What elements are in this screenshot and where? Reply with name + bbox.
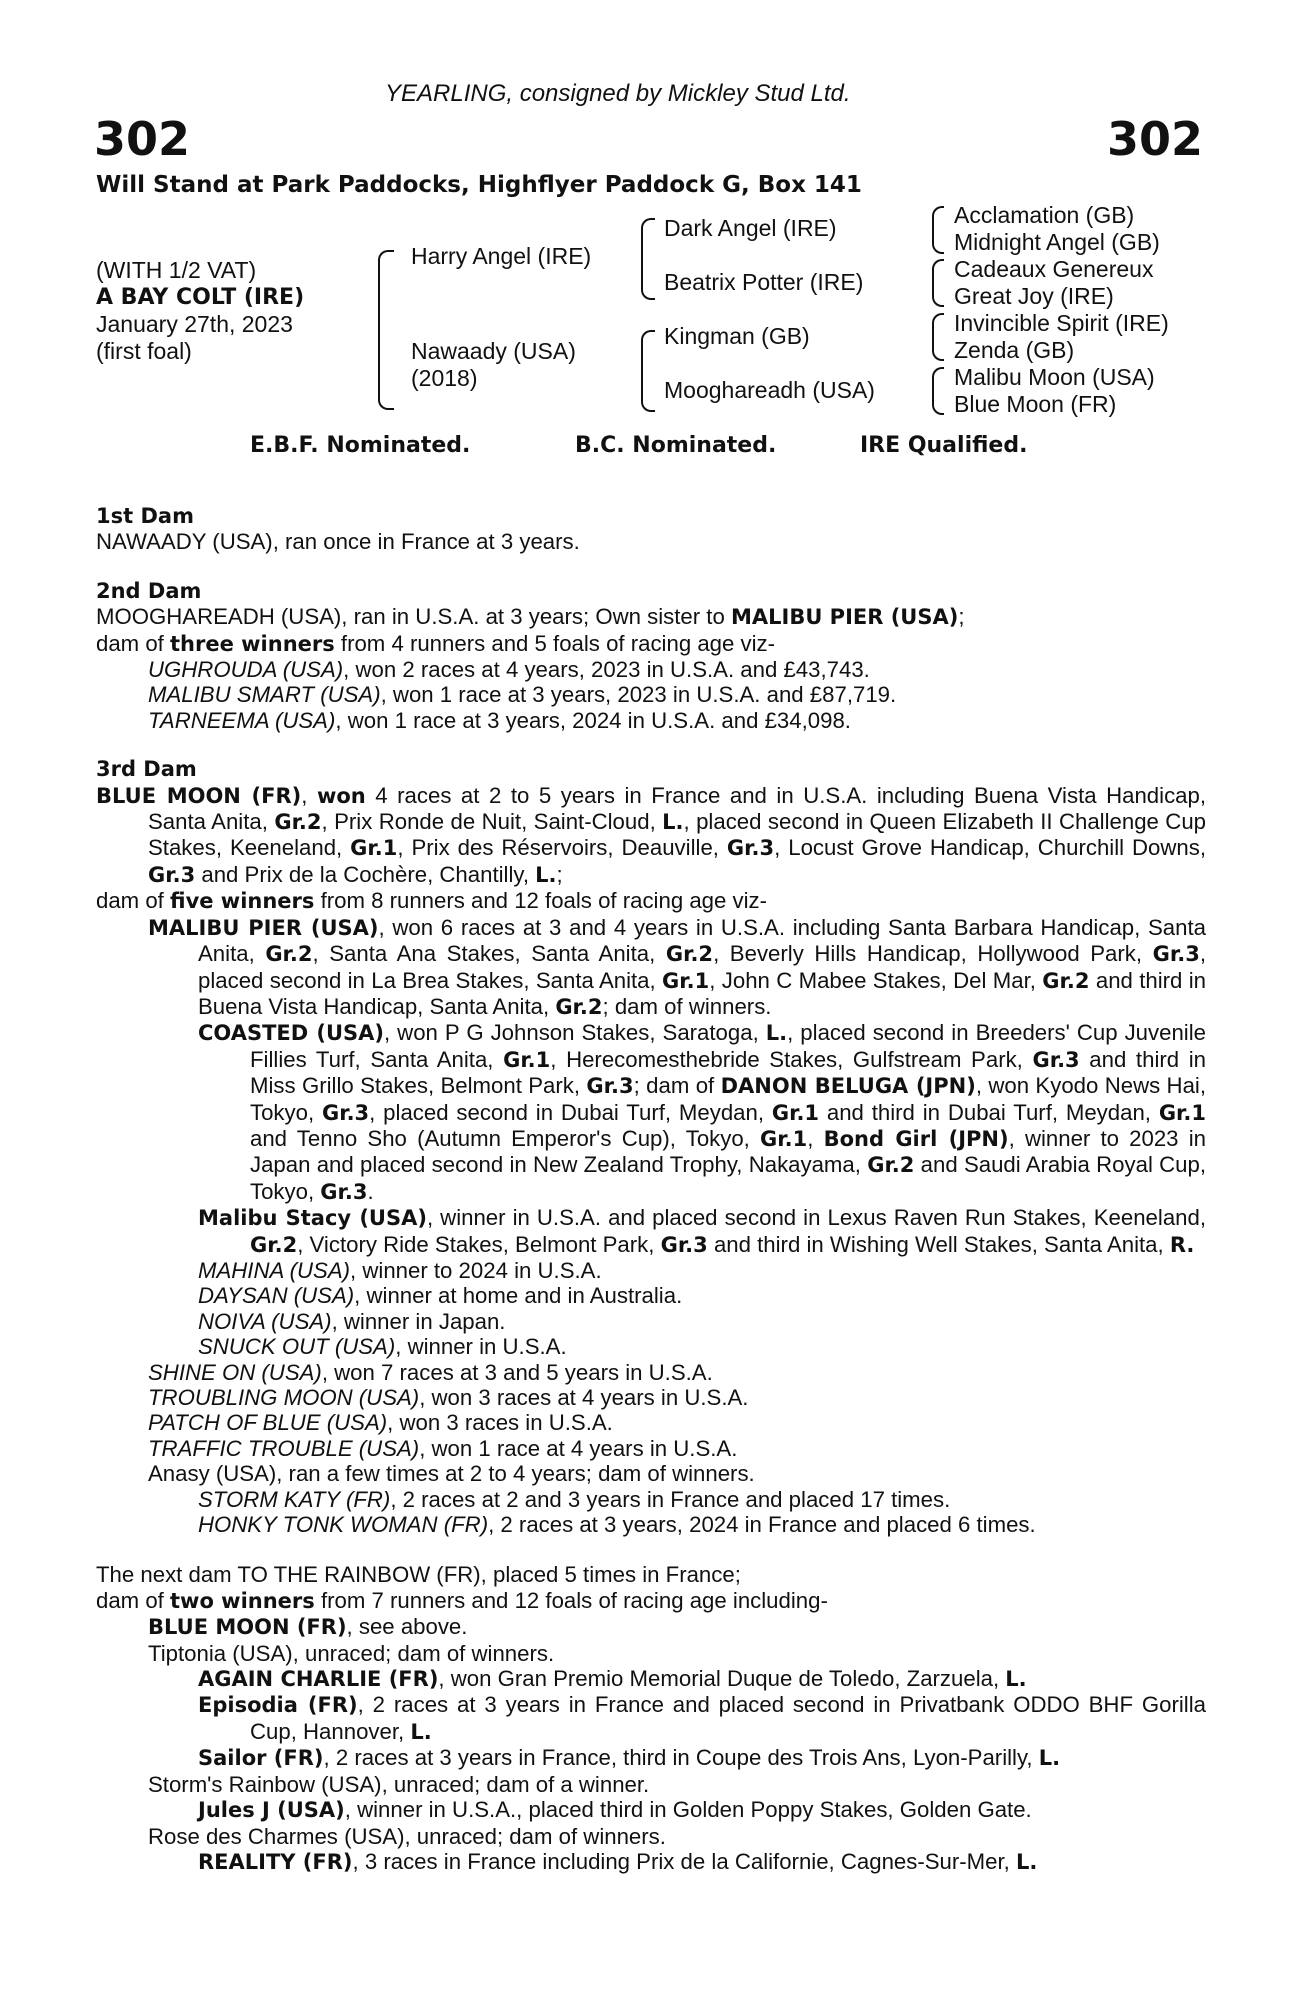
family-entry: Storm's Rainbow (USA), unraced; dam of a winner. [148,1771,650,1797]
family-entry: dam of five winners from 8 runners and 12 foals of racing age viz- [96,888,768,914]
pedigree-g3-1: Acclamation (GB) [954,202,1135,228]
bc-nomination: B.C. Nominated. [575,433,777,458]
family-entry: TROUBLING MOON (USA), won 3 races at 4 years in U.S.A. [148,1385,749,1410]
family-entry: BLUE MOON (FR), won 4 races at 2 to 5 years in France and in U.S.A. including Buena Vista Handicap, Santa Anita, Gr.2, Prix Ronde de Nuit, Saint-Cloud, L., placed second in Queen Elizabeth II Challenge Cup Stakes, Keeneland, Gr.1, Prix des Réservoirs, Deauville, Gr.3, Locust Grove Handicap, Churchill Downs, Gr.3 and Prix de la Cochère, Chantilly, L.; [96,782,1207,887]
family-entry: NAWAADY (USA), ran once in France at 3 years. [96,529,580,555]
family-entry: Jules J (USA), winner in U.S.A., placed third in Golden Poppy Stakes, Golden Gate. [198,1797,1032,1823]
family-entry: NOIVA (USA), winner in Japan. [198,1308,506,1334]
pedigree-brace-dam [641,330,655,412]
pedigree-g3-7: Malibu Moon (USA) [954,364,1155,390]
pedigree-brace-g4 [932,367,944,415]
pedigree-dam-year: (2018) [411,365,478,391]
ebf-nomination: E.B.F. Nominated. [250,433,471,458]
pedigree-brace-sire [641,218,655,300]
family-entry: STORM KATY (FR), 2 races at 2 and 3 years in France and placed 17 times. [198,1486,951,1512]
lot-number-left: 302 [94,112,191,166]
vat-note: (WITH 1/2 VAT) [96,257,257,283]
family-entry: DAYSAN (USA), winner at home and in Australia. [198,1283,683,1309]
family-entry: COASTED (USA), won P G Johnson Stakes, Saratoga, L., placed second in Breeders' Cup Juvenile Fillies Turf, Santa Anita, Gr.1, Herecomesthebride Stakes, Gulfstream Park, Gr.3 and third in Miss Grillo Stakes, Belmont Park, Gr.3; dam of DANON BELUGA (JPN), won Kyodo News Hai, Tokyo, Gr.3, placed second in Dubai Turf, Meydan, Gr.1 and third in Dubai Turf, Meydan, Gr.1 and Tenno Sho (Autumn Emperor's Cup), Tokyo, Gr.1, Bond Girl (JPN), winner to 2023 in Japan and placed second in New Zealand Trophy, Nakayama, Gr.2 and Saudi Arabia Royal Cup, Tokyo, Gr.3. [198,1020,1207,1204]
family-entry: The next dam TO THE RAINBOW (FR), placed 5 times in France; [96,1562,741,1588]
family-entry: Sailor (FR), 2 races at 3 years in France, third in Coupe des Trois Ans, Lyon-Parilly, L. [198,1745,1061,1771]
foal-note: (first foal) [96,338,192,364]
section-heading: 1st Dam [96,504,194,528]
pedigree-brace-g3 [932,313,944,361]
section-heading: 3rd Dam [96,757,197,782]
family-entry: MAHINA (USA), winner to 2024 in U.S.A. [198,1257,602,1283]
lot-number-right: 302 [1106,112,1203,166]
family-entry: MALIBU PIER (USA), won 6 races at 3 and 4 years in U.S.A. including Santa Barbara Handicap, Santa Anita, Gr.2, Santa Ana Stakes, Santa Anita, Gr.2, Beverly Hills Handicap, Hollywood Park, Gr.3, placed second in La Brea Stakes, Santa Anita, Gr.1, John C Mabee Stakes, Del Mar, Gr.2 and third in Buena Vista Handicap, Santa Anita, Gr.2; dam of winners. [148,914,1207,1019]
pedigree-brace-g1 [932,206,944,254]
family-entry: TARNEEMA (USA), won 1 race at 3 years, 2024 in U.S.A. and £34,098. [148,707,851,733]
family-entry: SHINE ON (USA), won 7 races at 3 and 5 years in U.S.A. [148,1359,713,1385]
consignment-line: YEARLING, consigned by Mickley Stud Ltd. [385,80,851,107]
family-entry: Malibu Stacy (USA), winner in U.S.A. and placed second in Lexus Raven Run Stakes, Keeneland, Gr.2, Victory Ride Stakes, Belmont Park, Gr.3 and third in Wishing Well Stakes, Santa Anita, R. [198,1205,1207,1257]
family-details [96,480,1206,1875]
family-entry: UGHROUDA (USA), won 2 races at 4 years, 2023 in U.S.A. and £43,743. [148,657,870,683]
pedigree-brace-g2 [932,259,944,307]
pedigree-g3-4: Great Joy (IRE) [954,283,1114,309]
family-entry: Anasy (USA), ran a few times at 2 to 4 years; dam of winners. [148,1461,755,1487]
pedigree-g3-6: Zenda (GB) [954,337,1075,363]
ire-qualification: IRE Qualified. [860,433,1028,458]
family-entry: REALITY (FR), 3 races in France including Prix de la Californie, Cagnes-Sur-Mer, L. [198,1848,1038,1874]
family-entry: Tiptonia (USA), unraced; dam of winners. [148,1640,555,1666]
pedigree-g3-5: Invincible Spirit (IRE) [954,310,1169,336]
family-entry: HONKY TONK WOMAN (FR), 2 races at 3 years, 2024 in France and placed 6 times. [198,1512,1036,1538]
pedigree-g3-2: Midnight Angel (GB) [954,229,1160,255]
pedigree-g3-3: Cadeaux Genereux [954,256,1154,282]
family-entry: AGAIN CHARLIE (FR), won Gran Premio Memorial Duque de Toledo, Zarzuela, L. [198,1666,1027,1692]
pedigree-sire: Harry Angel (IRE) [411,243,592,269]
pedigree-sire-dam: Beatrix Potter (IRE) [664,269,864,295]
pedigree-dam-sire: Kingman (GB) [664,323,810,349]
pedigree-dam: Nawaady (USA) [411,338,576,364]
family-entry: Episodia (FR), 2 races at 3 years in France and placed second in Privatbank ODDO BHF Gorilla Cup, Hannover, L. [198,1692,1206,1744]
family-entry: BLUE MOON (FR), see above. [148,1614,468,1640]
family-entry: PATCH OF BLUE (USA), won 3 races in U.S.A. [148,1410,613,1436]
family-entry: MOOGHAREADH (USA), ran in U.S.A. at 3 years; Own sister to MALIBU PIER (USA); [96,604,965,630]
family-entry: MALIBU SMART (USA), won 1 race at 3 years, 2023 in U.S.A. and £87,719. [148,682,897,708]
horse-name: A BAY COLT (IRE) [96,285,305,310]
family-entry: dam of two winners from 7 runners and 12 foals of racing age including- [96,1587,828,1613]
section-heading: 2nd Dam [96,578,202,603]
family-entry: dam of three winners from 4 runners and 5 foals of racing age viz- [96,630,776,656]
family-entry: SNUCK OUT (USA), winner in U.S.A. [198,1334,567,1360]
pedigree-dam-dam: Mooghareadh (USA) [664,377,875,403]
foaling-date: January 27th, 2023 [96,311,293,337]
pedigree-sire-sire: Dark Angel (IRE) [664,215,837,241]
family-entry: TRAFFIC TROUBLE (USA), won 1 race at 4 years in U.S.A. [148,1435,738,1461]
pedigree-brace-main [378,250,394,410]
family-entry: Rose des Charmes (USA), unraced; dam of winners. [148,1823,666,1849]
stand-location: Will Stand at Park Paddocks, Highflyer Paddock G, Box 141 [96,172,862,198]
pedigree-g3-8: Blue Moon (FR) [954,391,1117,417]
